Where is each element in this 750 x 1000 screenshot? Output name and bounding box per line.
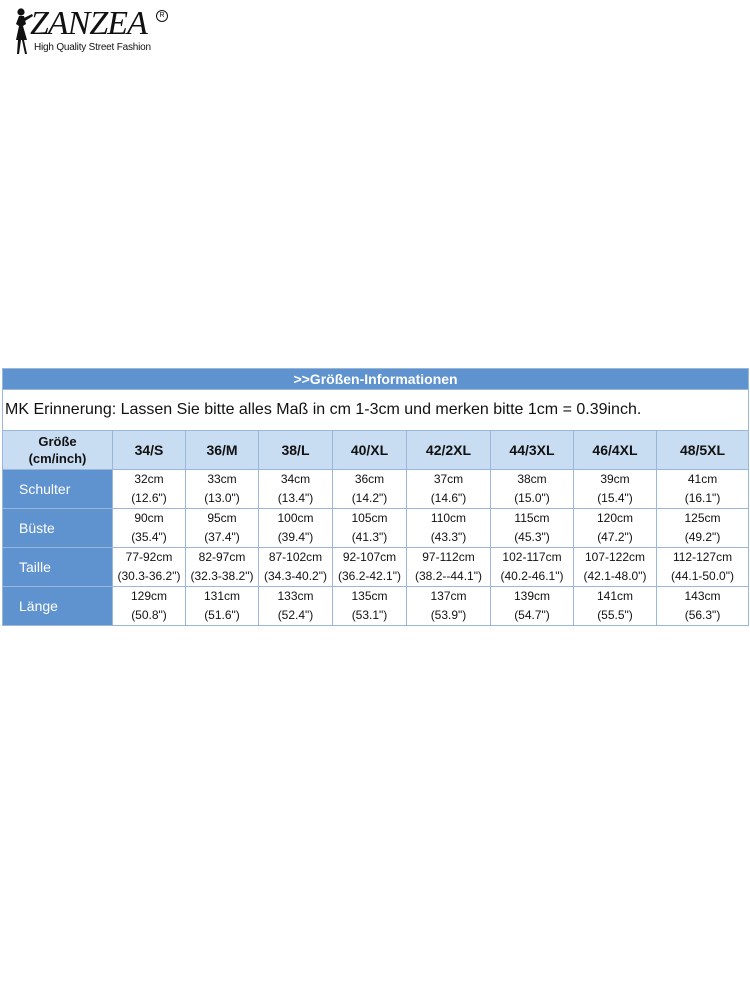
measurement-cell [113, 587, 186, 626]
measurement-inch: (53.1") [351, 608, 388, 622]
measurement-inch: (37.4") [204, 530, 240, 544]
measurement-inch: (14.6") [430, 491, 467, 505]
measurement-cm: 77-92cm [125, 550, 173, 564]
header-size: 38/L [259, 431, 333, 470]
measurement-cm: 34cm [280, 472, 311, 486]
brand-logo [8, 6, 168, 56]
header-size: 34/S [113, 431, 186, 470]
measurement-cell [407, 587, 491, 626]
row-label: Büste [3, 509, 113, 548]
measurement-cm: 139cm [513, 589, 551, 603]
measurement-cell [186, 587, 259, 626]
measurement-cell [186, 470, 259, 509]
measurement-inch: (41.3") [351, 530, 388, 544]
measurement-inch: (54.7") [514, 608, 550, 622]
measurement-cm: 105cm [351, 511, 388, 525]
size-chart-table [2, 368, 749, 626]
measurement-cell [407, 548, 491, 587]
measurement-cm: 110cm [430, 511, 467, 525]
header-size-line2: (cm/inch) [28, 451, 87, 466]
measurement-cm: 141cm [596, 589, 634, 603]
header-size: 40/XL [333, 431, 407, 470]
measurement-cm: 107-122cm [584, 550, 646, 564]
measurement-inch: (15.4") [597, 491, 633, 505]
measurement-inch: (44.1-50.0") [671, 569, 734, 583]
measurement-inch: (30.3-36.2") [117, 569, 181, 583]
measurement-cm: 120cm [596, 511, 634, 525]
measurement-cell [574, 587, 657, 626]
measurement-note: MK Erinnerung: Lassen Sie bitte alles Maß in cm 1-3cm und merken bitte 1cm = 0.39inch. [3, 390, 749, 431]
brand-name: ZANZEA [30, 5, 147, 42]
measurement-cm: 90cm [134, 511, 164, 525]
measurement-cell [491, 548, 574, 587]
measurement-inch: (38.2--44.1") [415, 569, 482, 583]
table-row [3, 587, 749, 626]
measurement-inch: (14.2") [351, 491, 388, 505]
measurement-cm: 37cm [433, 472, 464, 486]
measurement-cell [407, 470, 491, 509]
registered-mark: R [156, 10, 168, 22]
measurement-cm: 129cm [130, 589, 168, 603]
measurement-cell [259, 509, 333, 548]
measurement-cell [333, 509, 407, 548]
measurement-inch: (45.3") [514, 530, 550, 544]
measurement-cell [259, 548, 333, 587]
measurement-cm: 97-112cm [422, 550, 475, 564]
table-title-row [3, 369, 749, 390]
measurement-cm: 82-97cm [198, 550, 246, 564]
measurement-cm: 100cm [277, 511, 314, 525]
measurement-cell [574, 470, 657, 509]
measurement-cm: 39cm [600, 472, 630, 486]
measurement-inch: (56.3") [684, 608, 721, 622]
measurement-inch: (49.2") [684, 530, 721, 544]
measurement-inch: (32.3-38.2") [190, 569, 254, 583]
measurement-cell [491, 470, 574, 509]
measurement-cell [186, 548, 259, 587]
measurement-cell [113, 548, 186, 587]
measurement-inch: (12.6") [131, 491, 167, 505]
measurement-cell [574, 548, 657, 587]
measurement-cm: 41cm [687, 472, 718, 486]
header-size: 36/M [186, 431, 259, 470]
header-size: 44/3XL [491, 431, 574, 470]
header-size: 46/4XL [574, 431, 657, 470]
table-row [3, 509, 749, 548]
measurement-inch: (51.6") [204, 608, 240, 622]
measurement-inch: (16.1") [684, 491, 721, 505]
measurement-cell [657, 548, 749, 587]
measurement-inch: (47.2") [597, 530, 633, 544]
measurement-cm: 102-117cm [502, 550, 562, 564]
brand-tagline: High Quality Street Fashion [34, 42, 151, 53]
measurement-cm: 133cm [277, 589, 314, 603]
measurement-inch: (39.4") [277, 530, 314, 544]
measurement-cell [259, 587, 333, 626]
measurement-cell [657, 509, 749, 548]
measurement-cm: 131cm [203, 589, 241, 603]
measurement-cm: 92-107cm [342, 550, 397, 564]
measurement-inch: (40.2-46.1") [500, 569, 564, 583]
measurement-inch: (35.4") [131, 530, 167, 544]
measurement-cell [333, 548, 407, 587]
measurement-cell [574, 509, 657, 548]
measurement-inch: (43.3") [430, 530, 467, 544]
measurement-cm: 115cm [514, 511, 550, 525]
measurement-cell [407, 509, 491, 548]
header-size-line1: Größe [38, 434, 77, 449]
measurement-inch: (36.2-42.1") [338, 569, 401, 583]
table-title: >>Größen-Informationen [3, 369, 749, 390]
measurement-cm: 38cm [517, 472, 547, 486]
measurement-cell [113, 470, 186, 509]
header-size: 48/5XL [657, 431, 749, 470]
measurement-inch: (50.8") [131, 608, 167, 622]
measurement-cm: 125cm [684, 511, 721, 525]
measurement-cm: 95cm [207, 511, 237, 525]
measurement-inch: (53.9") [430, 608, 467, 622]
header-size: 42/2XL [407, 431, 491, 470]
row-label: Länge [3, 587, 113, 626]
measurement-cell [333, 587, 407, 626]
measurement-cell [491, 509, 574, 548]
measurement-cm: 36cm [354, 472, 385, 486]
measurement-cm: 135cm [351, 589, 388, 603]
table-row [3, 548, 749, 587]
measurement-cell [113, 509, 186, 548]
measurement-inch: (13.0") [204, 491, 240, 505]
row-label: Schulter [3, 470, 113, 509]
table-header-row [3, 431, 749, 470]
measurement-inch: (52.4") [277, 608, 314, 622]
measurement-inch: (15.0") [514, 491, 550, 505]
measurement-cm: 87-102cm [268, 550, 323, 564]
measurement-inch: (42.1-48.0") [583, 569, 647, 583]
measurement-inch: (34.3-40.2") [264, 569, 327, 583]
measurement-cell [186, 509, 259, 548]
measurement-cm: 137cm [430, 589, 467, 603]
measurement-cell [657, 470, 749, 509]
row-label: Taille [3, 548, 113, 587]
measurement-inch: (55.5") [597, 608, 633, 622]
measurement-cm: 33cm [207, 472, 237, 486]
measurement-cell [657, 587, 749, 626]
measurement-cell [259, 470, 333, 509]
measurement-cm: 112-127cm [672, 550, 733, 564]
measurement-cm: 32cm [134, 472, 164, 486]
measurement-cell [491, 587, 574, 626]
measurement-inch: (13.4") [277, 491, 314, 505]
table-note-row [3, 390, 749, 431]
header-size-label [3, 431, 113, 470]
table-row [3, 470, 749, 509]
measurement-cm: 143cm [684, 589, 721, 603]
measurement-cell [333, 470, 407, 509]
